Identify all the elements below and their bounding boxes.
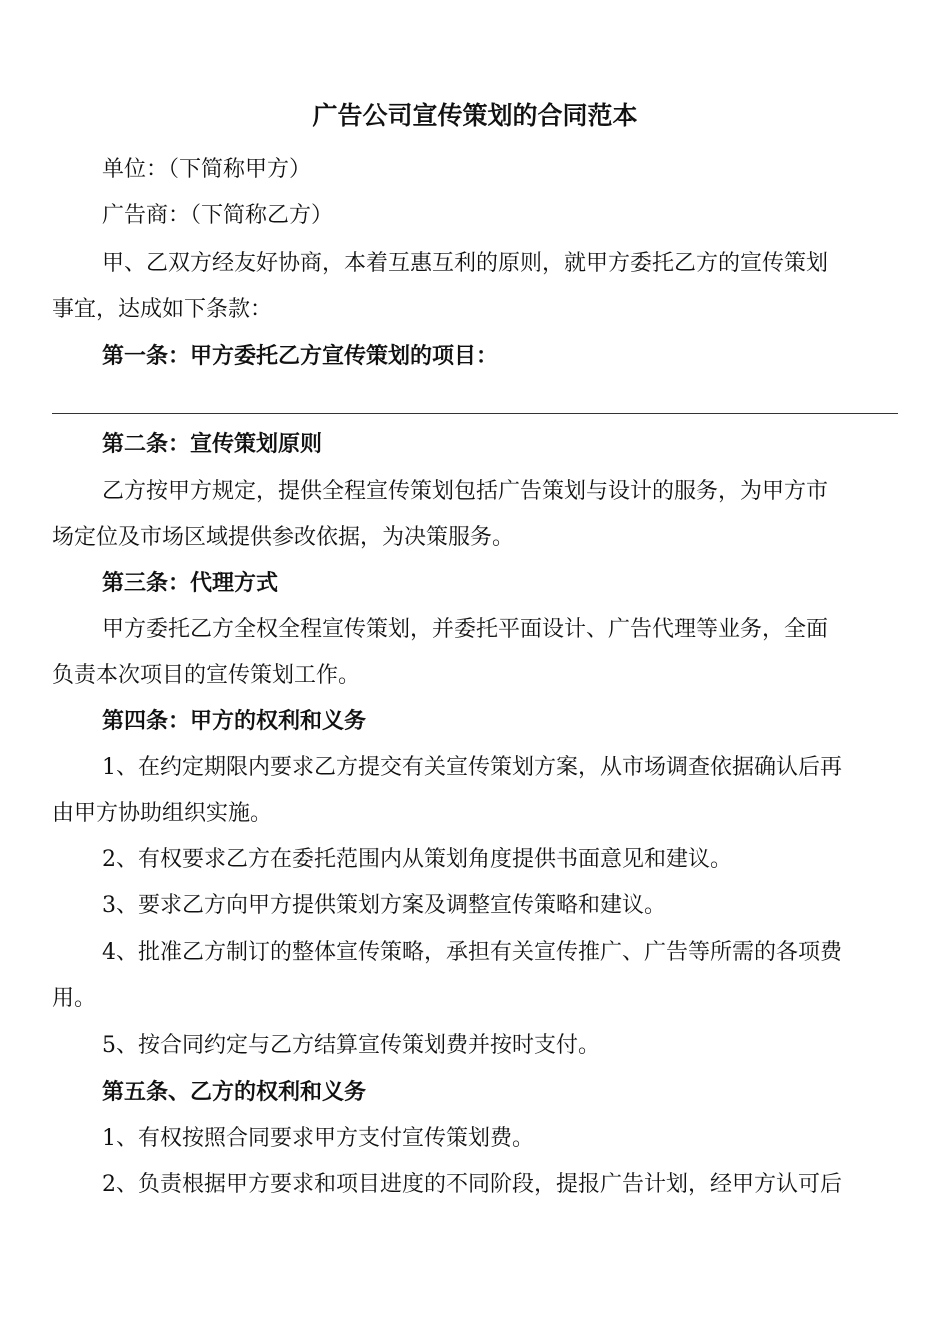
article-2-line-2: 场定位及市场区域提供参改依据，为决策服务。 <box>52 525 515 550</box>
article-4-item-4-line-1: 4、批准乙方制订的整体宣传策略，承担有关宣传推广、广告等所需的各项费 <box>102 940 842 965</box>
article-1-heading: 第一条：甲方委托乙方宣传策划的项目： <box>102 343 499 369</box>
article-4-item-2: 2、有权要求乙方在委托范围内从策划角度提供书面意见和建议。 <box>102 847 732 872</box>
article-3-line-1: 甲方委托乙方全权全程宣传策划，并委托平面设计、广告代理等业务，全面 <box>102 617 829 642</box>
blank-fill-line <box>52 413 898 414</box>
article-2-line-1: 乙方按甲方规定，提供全程宣传策划包括广告策划与设计的服务，为甲方市 <box>102 479 829 504</box>
intro-line-1: 甲、乙双方经友好协商，本着互惠互利的原则，就甲方委托乙方的宣传策划 <box>102 251 829 276</box>
article-5-heading: 第五条、乙方的权利和义务 <box>102 1079 367 1105</box>
unit-line: 单位：（下简称甲方） <box>102 157 312 182</box>
article-4-heading: 第四条：甲方的权利和义务 <box>102 708 367 734</box>
advertiser-line: 广告商：（下简称乙方） <box>102 203 334 228</box>
article-4-item-5: 5、按合同约定与乙方结算宣传策划费并按时支付。 <box>102 1033 600 1058</box>
article-3-heading: 第三条：代理方式 <box>102 570 279 596</box>
article-4-item-3: 3、要求乙方向甲方提供策划方案及调整宣传策略和建议。 <box>102 893 666 918</box>
intro-line-2: 事宜，达成如下条款： <box>52 297 273 322</box>
article-4-item-1-line-2: 由甲方协助组织实施。 <box>52 801 273 826</box>
article-4-item-4-line-2: 用。 <box>52 986 97 1011</box>
article-3-line-2: 负责本次项目的宣传策划工作。 <box>52 663 361 688</box>
article-5-item-2-line-1: 2、负责根据甲方要求和项目进度的不同阶段，提报广告计划，经甲方认可后 <box>102 1172 842 1197</box>
article-4-item-1-line-1: 1、在约定期限内要求乙方提交有关宣传策划方案，从市场调查依据确认后再 <box>102 755 842 780</box>
article-2-heading: 第二条：宣传策划原则 <box>102 431 323 457</box>
article-5-item-1: 1、有权按照合同要求甲方支付宣传策划费。 <box>102 1126 534 1151</box>
document-title: 广告公司宣传策划的合同范本 <box>312 101 638 130</box>
